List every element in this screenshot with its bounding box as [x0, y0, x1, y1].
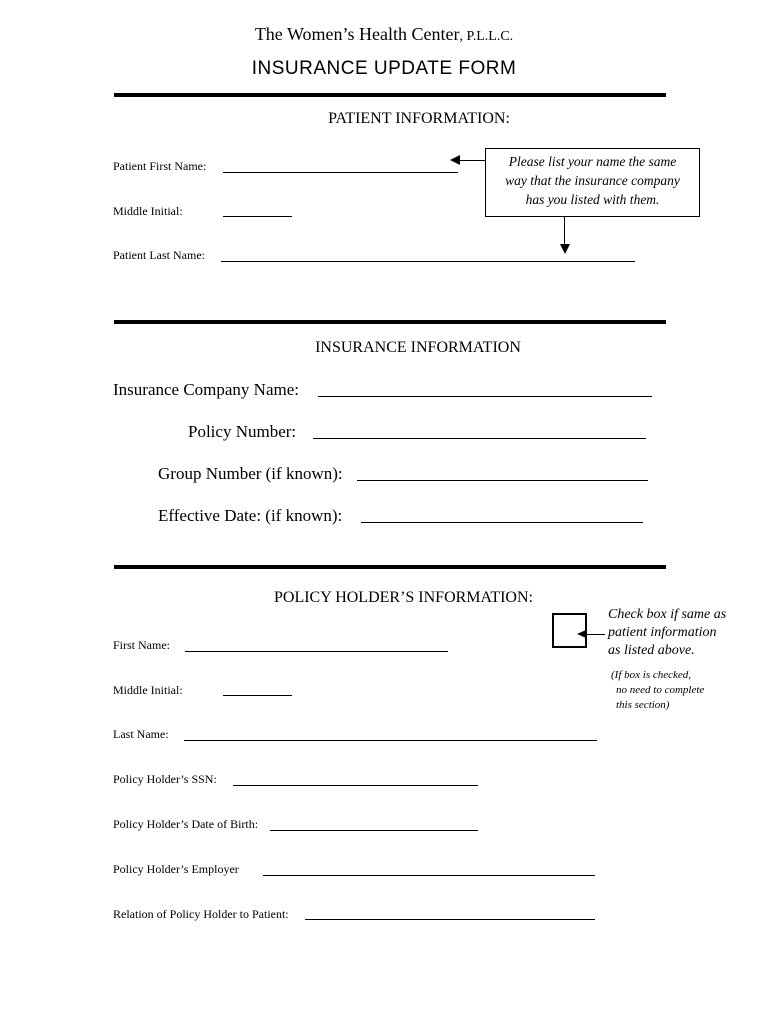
callout-line: Please list your name the same — [508, 154, 677, 169]
callout-line: way that the insurance company — [505, 173, 680, 188]
holder-first-name-label: First Name: — [113, 638, 170, 652]
patient-first-name-field[interactable] — [223, 172, 458, 173]
callout-line: has you listed with them. — [525, 192, 660, 207]
divider-insurance — [114, 320, 666, 324]
arrow-left-icon — [577, 630, 586, 638]
patient-last-name-field[interactable] — [221, 261, 635, 262]
note-line: this section) — [616, 699, 670, 711]
policy-number-field[interactable] — [313, 438, 646, 439]
effective-date-field[interactable] — [361, 522, 643, 523]
callout-arrow-down-shaft — [564, 217, 565, 244]
policy-number-label: Policy Number: — [188, 422, 297, 441]
holder-first-name-field[interactable] — [185, 651, 448, 652]
checkbox-arrow-shaft — [585, 634, 605, 635]
arrow-left-icon — [450, 155, 460, 165]
org-name-suffix: , P.L.L.C. — [459, 29, 514, 44]
holder-dob-label: Policy Holder’s Date of Birth: — [113, 817, 259, 831]
patient-last-name-label: Patient Last Name: — [113, 248, 205, 262]
org-name-main: The Women’s Health Center — [254, 24, 460, 44]
form-title: INSURANCE UPDATE FORM — [251, 58, 517, 79]
skip-section-note — [611, 668, 704, 713]
divider-top — [114, 93, 666, 97]
holder-ssn-field[interactable] — [233, 785, 478, 786]
holder-last-name-label: Last Name: — [113, 727, 169, 741]
effective-date-label: Effective Date: (if known): — [158, 506, 343, 525]
holder-middle-initial-field[interactable] — [223, 695, 292, 696]
group-number-label: Group Number (if known): — [158, 464, 343, 483]
patient-section-heading: PATIENT INFORMATION: — [328, 110, 510, 127]
holder-ssn-label: Policy Holder’s SSN: — [113, 772, 217, 786]
org-name — [0, 24, 768, 45]
arrow-down-icon — [560, 244, 570, 254]
divider-holder — [114, 565, 666, 569]
holder-relation-label: Relation of Policy Holder to Patient: — [113, 907, 289, 921]
insurance-company-field[interactable] — [318, 396, 652, 397]
same-as-patient-note — [608, 606, 726, 660]
insurance-section-heading: INSURANCE INFORMATION — [315, 339, 521, 356]
patient-middle-initial-field[interactable] — [223, 216, 292, 217]
note-line: as listed above. — [608, 643, 695, 658]
note-line: no need to complete — [616, 684, 705, 696]
holder-employer-label: Policy Holder’s Employer — [113, 862, 239, 876]
note-line: (If box is checked, — [611, 669, 692, 681]
holder-dob-field[interactable] — [270, 830, 478, 831]
holder-relation-field[interactable] — [305, 919, 595, 920]
patient-first-name-label: Patient First Name: — [113, 159, 207, 173]
patient-middle-initial-label: Middle Initial: — [113, 204, 183, 218]
holder-last-name-field[interactable] — [184, 740, 597, 741]
note-line: Check box if same as — [608, 607, 727, 622]
name-instruction-callout — [485, 148, 700, 217]
callout-arrow-left-shaft — [458, 160, 486, 161]
holder-employer-field[interactable] — [263, 875, 595, 876]
group-number-field[interactable] — [357, 480, 648, 481]
insurance-company-label: Insurance Company Name: — [113, 380, 299, 399]
note-line: patient information — [608, 625, 717, 640]
holder-section-heading: POLICY HOLDER’S INFORMATION: — [274, 589, 533, 606]
holder-middle-initial-label: Middle Initial: — [113, 683, 183, 697]
